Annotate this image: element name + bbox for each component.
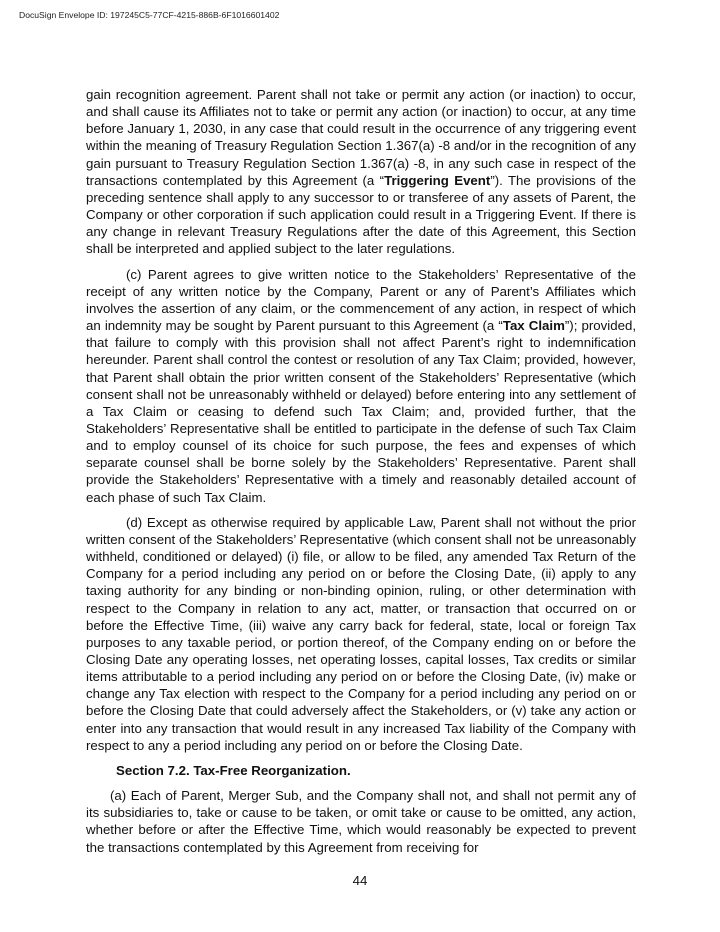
paragraph-a-reorganization: [86, 787, 636, 856]
paragraph-text: (a) Each of Parent, Merger Sub, and the Company shall not, and shall not permit any of its subsidiaries to, take or cause to be taken, or omit take or cause to be omitted, any action, whether before or after the Effective Time, which would reasonably be expected to prevent the transactions contemplated by this Agreement from receiving for: [86, 788, 636, 855]
paragraph-c-tax-claim: [86, 266, 636, 506]
section-heading: Section 7.2. Tax-Free Reorganization.: [116, 762, 351, 778]
docusign-envelope-id: DocuSign Envelope ID: 197245C5-77CF-4215-886B-6F1016601402: [19, 10, 280, 20]
paragraph-text: gain recognition agreement. Parent shall not take or permit any action (or inaction) to occur, and shall cause its Affiliates not to take or permit any action (or inaction) to occur, at any time before January 1, 2030, in any case that could result in the occurrence of any triggering event within the meaning of Treasury Regulation Section 1.367(a) -8 and/or in the recognition of any gain pursuant to Treasury Regulation Section 1.367(a) -8, in any such case in respect of the transactions contemplated by this Agreement (a “: [86, 87, 636, 188]
paragraph-text: ”); provided, that failure to comply with this provision shall not affect Parent’s right to indemnification hereunder. Parent shall control the contest or resolution of any Tax Claim; provided, however, that Parent shall obtain the prior written consent of the Stakeholders’ Representative (which consent shall not be unreasonably withheld or delayed) before entering into any settlement of a Tax Claim or ceasing to defend such Tax Claim; and, provided further, that the Stakeholders’ Representative shall be entitled to participate in the defense of such Tax Claim and to employ counsel of its choice for such purpose, the fees and expenses of which separate counsel shall be borne solely by the Stakeholders’ Representative. Parent shall provide the Stakeholders’ Representative with a timely and reasonably detailed account of each phase of such Tax Claim.: [86, 318, 636, 505]
paragraph-text: (c) Parent agrees to give written notice to the Stakeholders’ Representative of the receipt of any written notice by the Company, Parent or any of Parent’s Affiliates which involves the assertion of any claim, or the commencement of any action, in respect of which an indemnity may be sought by Parent pursuant to this Agreement (a “: [86, 266, 636, 334]
paragraph-d-consent: [86, 514, 636, 754]
defined-term-tax-claim: Tax Claim: [502, 318, 565, 334]
paragraph-text: ”). The provisions of the preceding sentence shall apply to any successor to or transferee of any assets of Parent, the Company or other corporation if such application could result in a Triggering Event. If there is any change in relevant Treasury Regulations after the date of this Agreement, this Section shall be interpreted and applied subject to the later regulations.: [86, 172, 636, 257]
paragraph-text: (d) Except as otherwise required by applicable Law, Parent shall not without the prior written consent of the Stakeholders’ Representative (which consent shall not be unreasonably withheld, conditioned or delayed) (i) file, or allow to be filed, any amended Tax Return of the Company for a period including any period on or before the Closing Date, (ii) apply to any taxing authority for any binding or non-binding opinion, ruling, or other determination with respect to the Company in relation to any act, matter, or transaction that occurred on or before the Effective Time, (iii) waive any carry back for federal, state, local or foreign Tax purposes to any taxable period, or portion thereof, of the Company ending on or before the Closing Date any operating losses, net operating losses, capital losses, Tax credits or similar items attributable to a period including any period on or before the Closing Date, (iv) make or change any Tax election with respect to the Company for a period including any period on or before the Closing Date that could adversely affect the Stakeholders, or (v) take any action or enter into any transaction that would result in any increased Tax liability of the Company with respect to any a period including any period on or before the Closing Date.: [86, 514, 636, 753]
paragraph-gain-recognition: [86, 86, 636, 258]
document-body: [86, 86, 636, 864]
defined-term-triggering-event: Triggering Event: [384, 172, 491, 188]
page-number: 44: [352, 873, 368, 888]
